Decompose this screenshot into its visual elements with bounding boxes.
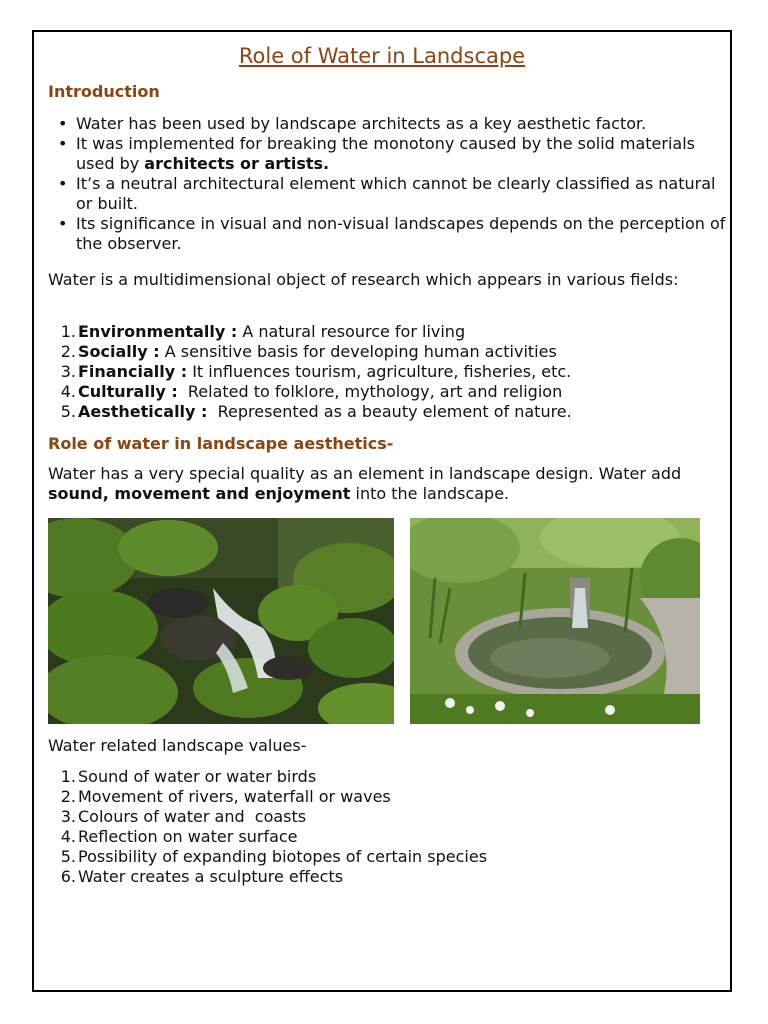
bullet-item: • Water has been used by landscape architects as a key aesthetic factor.	[48, 114, 728, 134]
list-item: 4. Culturally : Related to folklore, mythology, art and religion	[60, 382, 563, 401]
list-item: 1. Environmentally : A natural resource for living	[60, 322, 466, 341]
waterfall-photo	[48, 518, 394, 724]
list-item: 3. Colours of water and coasts	[60, 807, 307, 826]
list-item: 1. Sound of water or water birds	[60, 767, 317, 786]
page-title: Role of Water in Landscape	[238, 44, 526, 68]
list-item: 4. Reflection on water surface	[60, 827, 298, 846]
list-item: 2. Movement of rivers, waterfall or waves	[60, 787, 391, 806]
bullet-item: • Its significance in visual and non-visual landscapes depends on the perception of the observer.	[48, 214, 728, 254]
list-item: 5. Possibility of expanding biotopes of certain species	[60, 847, 488, 866]
list-item: 2. Socially : A sensitive basis for developing human activities	[60, 342, 557, 361]
garden-pond-photo	[410, 518, 700, 724]
list-item: 6. Water creates a sculpture effects	[60, 867, 344, 886]
bullet-item: • It was implemented for breaking the monotony caused by the solid materials used by architects or artists.	[48, 134, 728, 174]
list-item: 5. Aesthetically : Represented as a beauty element of nature.	[60, 402, 572, 421]
bullet-item: • It’s a neutral architectural element which cannot be clearly classified as natural or built.	[48, 174, 728, 214]
aesthetics-heading: Role of water in landscape aesthetics-	[48, 434, 394, 453]
values-heading: Water related landscape values-	[48, 736, 307, 755]
list-item: 3. Financially : It influences tourism, agriculture, fisheries, etc.	[60, 362, 572, 381]
fields-list	[48, 322, 728, 422]
aesthetics-paragraph: Water has a very special quality as an element in landscape design. Water add sound, movement and enjoyment into the landscape.	[48, 464, 682, 503]
introduction-heading: Introduction	[48, 82, 160, 101]
intro-bullet-list	[48, 114, 728, 254]
multidimensional-paragraph: Water is a multidimensional object of research which appears in various fields:	[48, 270, 679, 289]
values-list	[48, 767, 728, 887]
page-frame	[32, 30, 732, 992]
